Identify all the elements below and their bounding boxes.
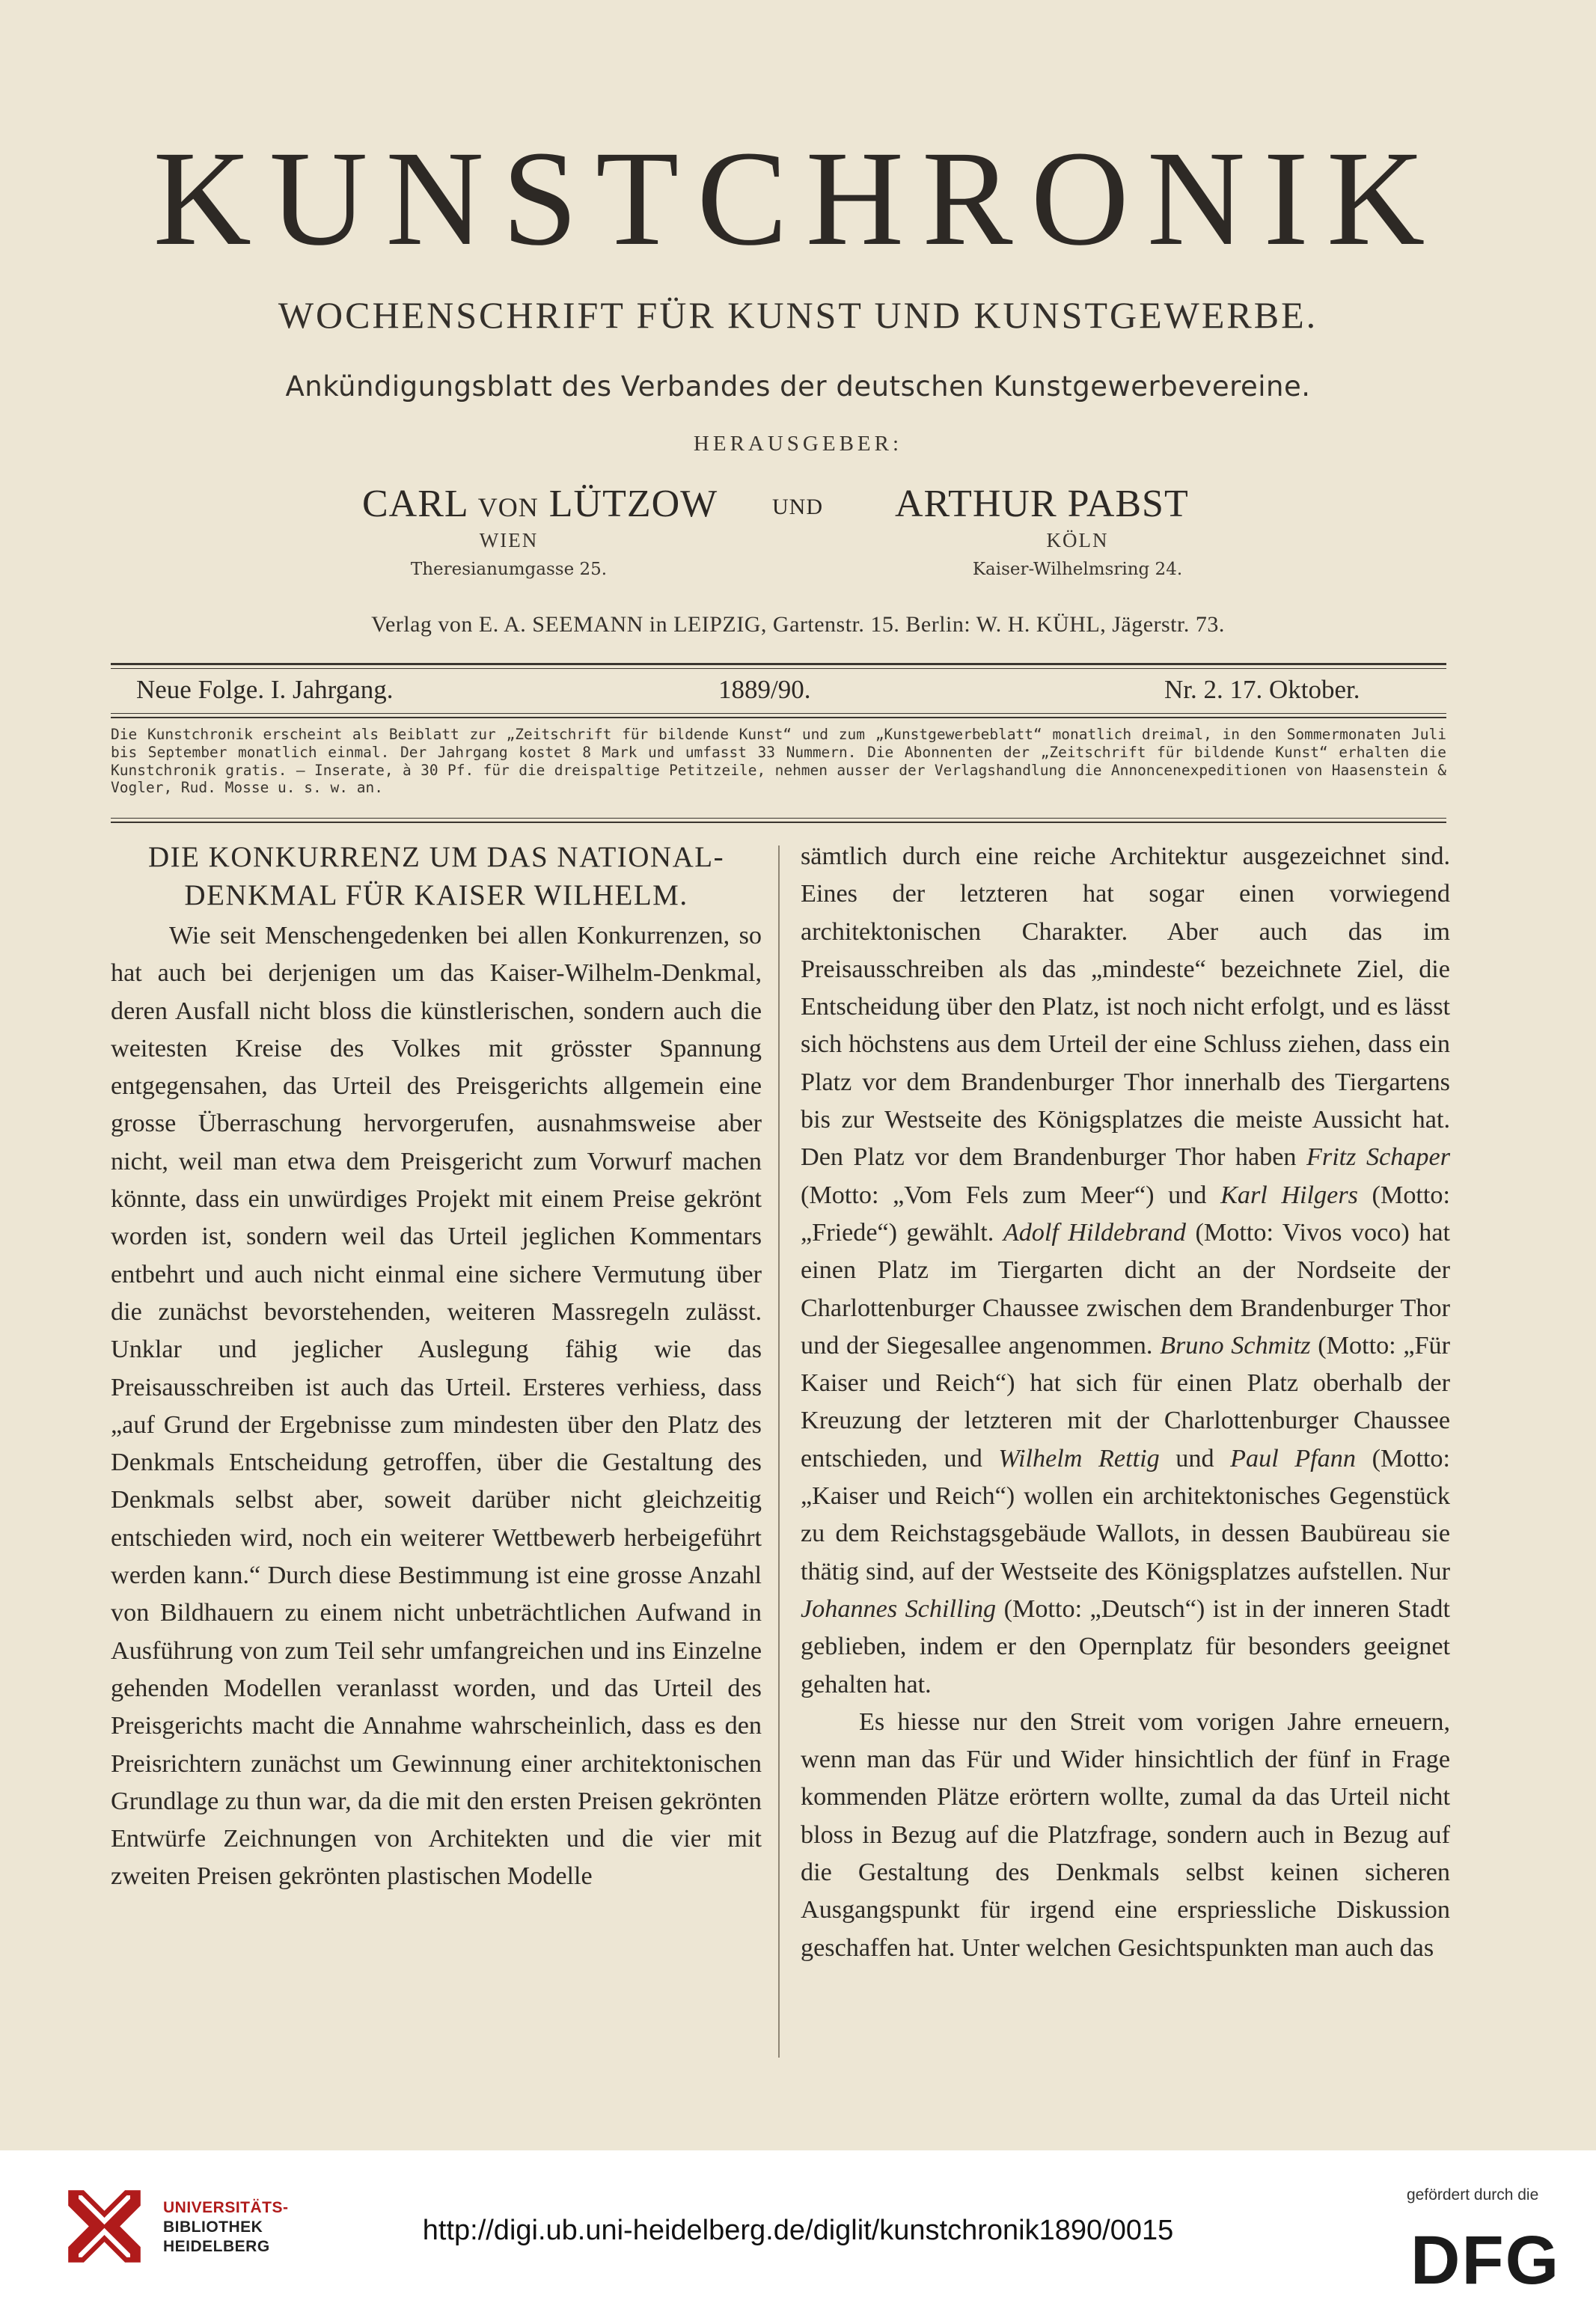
- artist-name: Johannes Schilling: [801, 1594, 997, 1623]
- editor-2-name: ARTHUR PABST: [895, 483, 1189, 525]
- editors-label: HERAUSGEBER:: [693, 432, 903, 456]
- subscription-notice: Die Kunstchronik erscheint als Beiblatt zur „Zeitschrift für bildende Kunst“ und zum „Kunstgewerbeblatt“ monatlich dreimal, in den Sommermonaten Juli bis September monatlich einmal. Der Jahrgang kostet 8 Mark und umfasst 33 Nummern. Die Abonnenten der „Zeitschrift für bildende Kunst“ erhalten die Kunstchronik gratis. — Inserate, à 30 Pf. für die dreispaltige Petitzeile, nehmen ausser der Verlagshandlung die Annoncenexpeditionen von Haasenstein & Vogler, Rud. Mosse u. s. w. an.: [111, 726, 1446, 797]
- funding-note: gefördert durch die: [1407, 2186, 1539, 2204]
- issue-series: Neue Folge. I. Jahrgang.: [136, 675, 394, 704]
- editor-1-name: CARL VON LÜTZOW: [362, 483, 718, 525]
- rule-top-1: [111, 663, 1446, 665]
- rule-mid-1: [111, 713, 1446, 714]
- announcement-line: Ankündigungsblatt des Verbandes der deutschen Kunstgewerbevereine.: [285, 370, 1311, 403]
- university-library-name: UNIVERSITÄTS- BIBLIOTHEK HEIDELBERG: [163, 2199, 289, 2255]
- artist-name: Karl Hilgers: [1220, 1181, 1358, 1209]
- rule-bottom-1: [111, 818, 1446, 819]
- rule-bottom-2: [111, 822, 1446, 823]
- editor-1-address: Theresianumgasse 25.: [410, 560, 608, 579]
- editor-2-city: KÖLN: [1046, 529, 1109, 551]
- publisher-line: Verlag von E. A. SEEMANN in LEIPZIG, Gartenstr. 15. Berlin: W. H. KÜHL, Jägerstr. 73.: [371, 612, 1225, 637]
- issue-number-date: Nr. 2. 17. Oktober.: [1164, 675, 1360, 704]
- article-column-left: [111, 838, 762, 1896]
- artist-name: Fritz Schaper: [1306, 1143, 1450, 1172]
- rule-mid-2: [111, 717, 1446, 718]
- and-conjunction: UND: [772, 495, 823, 519]
- dfg-logo: DFG: [1410, 2222, 1561, 2299]
- artist-name: Paul Pfann: [1230, 1444, 1356, 1472]
- journal-title: KUNSTCHRONIK: [153, 123, 1443, 274]
- article-title: DIE KONKURRENZ UM DAS NATIONAL- DENKMAL FÜR KAISER WILHELM.: [147, 841, 725, 911]
- article-column-right: [801, 838, 1450, 1967]
- source-url-link[interactable]: http://digi.ub.uni-heidelberg.de/diglit/kunstchronik1890/0015: [422, 2215, 1174, 2246]
- artist-name: Adolf Hildebrand: [1003, 1218, 1186, 1247]
- editor-2-address: Kaiser-Wilhelmsring 24.: [972, 560, 1183, 579]
- article-paragraph: sämtlich durch eine reiche Architektur ausgezeichnet sind. Eines der letzteren hat sogar einen vorwiegend architektonischen Charakter. Aber auch das im Preisausschreiben als das „mindeste“ bezeichnete Ziel, die Entscheidung über den Platz, ist noch nicht erfolgt, und es lässt sich höchstens aus dem Urteil der eine Schluss ziehen, dass ein Platz vor dem Brandenburger Thor innerhalb des Tiergartens bis zur Westseite des Königsplatzes die meiste Aussicht hat. Den Platz vor dem Brandenburger Thor haben Fritz Schaper (Motto: „Vom Fels zum Meer“) und Karl Hilgers (Motto: „Friede“) gewählt. Adolf Hildebrand (Motto: Vivos voco) hat einen Platz im Tiergarten dicht an der Nordseite der Charlottenburger Chaussee zwischen dem Brandenburger Thor und der Siegesallee angenommen. Bruno Schmitz (Motto: „Für Kaiser und Reich“) hat sich für einen Platz oberhalb der Kreuzung der letzteren mit der Charlottenburger Chaussee entschieden, und Wilhelm Rettig und Paul Pfann (Motto: „Kaiser und Reich“) wollen ein architektonisches Gegenstück zu dem Reichstagsgebäude Wallots, in dessen Baubüreau sie thätig sind, auf der Westseite des Königsplatzes aufstellen. Nur Johannes Schilling (Motto: „Deutsch“) ist in der inneren Stadt geblieben, indem er den Opernplatz für besonders geeignet gehalten hat.: [801, 842, 1451, 1698]
- artist-name: Bruno Schmitz: [1160, 1331, 1311, 1360]
- article-paragraph: Es hiesse nur den Streit vom vorigen Jahre erneuern, wenn man das Für und Wider hinsichtlich der fünf in Frage kommenden Plätze erörtern wollte, zumal da das Urteil nicht bloss in Bezug auf die Platzfrage, sondern auch in Bezug auf die Gestaltung des Denkmals selbst keinen sicheren Ausgangspunkt für irgend eine erspriessliche Diskussion geschaffen hat. Unter welchen Gesichtspunkten man auch das: [801, 1707, 1450, 1962]
- journal-subtitle: WOCHENSCHRIFT FÜR KUNST UND KUNSTGEWERBE.: [278, 294, 1318, 336]
- article-paragraph: Wie seit Menschengedenken bei allen Konkurrenzen, so hat auch bei derjenigen um das Kaiser-Wilhelm-Denkmal, deren Ausfall nicht bloss die künstlerischen, sondern auch die weitesten Kreise des Volkes mit grösster Spannung entgegensahen, das Urteil des Preisgerichts allgemein eine grosse Überraschung hervorgerufen, ausnahmsweise aber nicht, weil man etwa dem Preisgericht zum Vorwurf machen könnte, dass ein unwürdiges Projekt mit einem Preise gekrönt worden ist, sondern weil das Urteil jeglichen Kommentars entbehrt und auch nicht einmal eine sichere Vermutung über die zunächst bevorstehenden, weiteren Massregeln zulässt. Unklar und jeglicher Auslegung fähig wie das Preisausschreiben ist auch das Urteil. Ersteres verhiess, dass „auf Grund der Ergebnisse zum mindesten über den Platz des Denkmals Entscheidung getroffen, über die Gestaltung des Denkmals selbst aber, soweit darüber nicht gleichzeitig entschieden wird, noch ein weiterer Wettbewerb herbeigeführt werden kann.“ Durch diese Bestimmung ist eine grosse Anzahl von Bildhauern zu einem nicht unbeträchtlichen Aufwand in Ausführung von zum Teil sehr umfangreichen und ins Einzelne gehenden Modellen veranlasst worden, und das Urteil des Preisgerichts macht die Annahme wahrscheinlich, dass es den Preisrichtern zunächst um Gewinnung einer architektonischen Grundlage zu thun war, da die mit den ersten Preisen gekrönten Entwürfe Zeichnungen von Architekten und die vier mit zweiten Preisen gekrönten plastischen Modelle: [111, 922, 762, 1891]
- issue-year: 1889/90.: [718, 675, 811, 704]
- artist-name: Wilhelm Rettig: [998, 1444, 1160, 1472]
- editor-1-city: WIEN: [479, 529, 539, 551]
- column-divider: [778, 845, 780, 2058]
- rule-top-2: [111, 668, 1446, 669]
